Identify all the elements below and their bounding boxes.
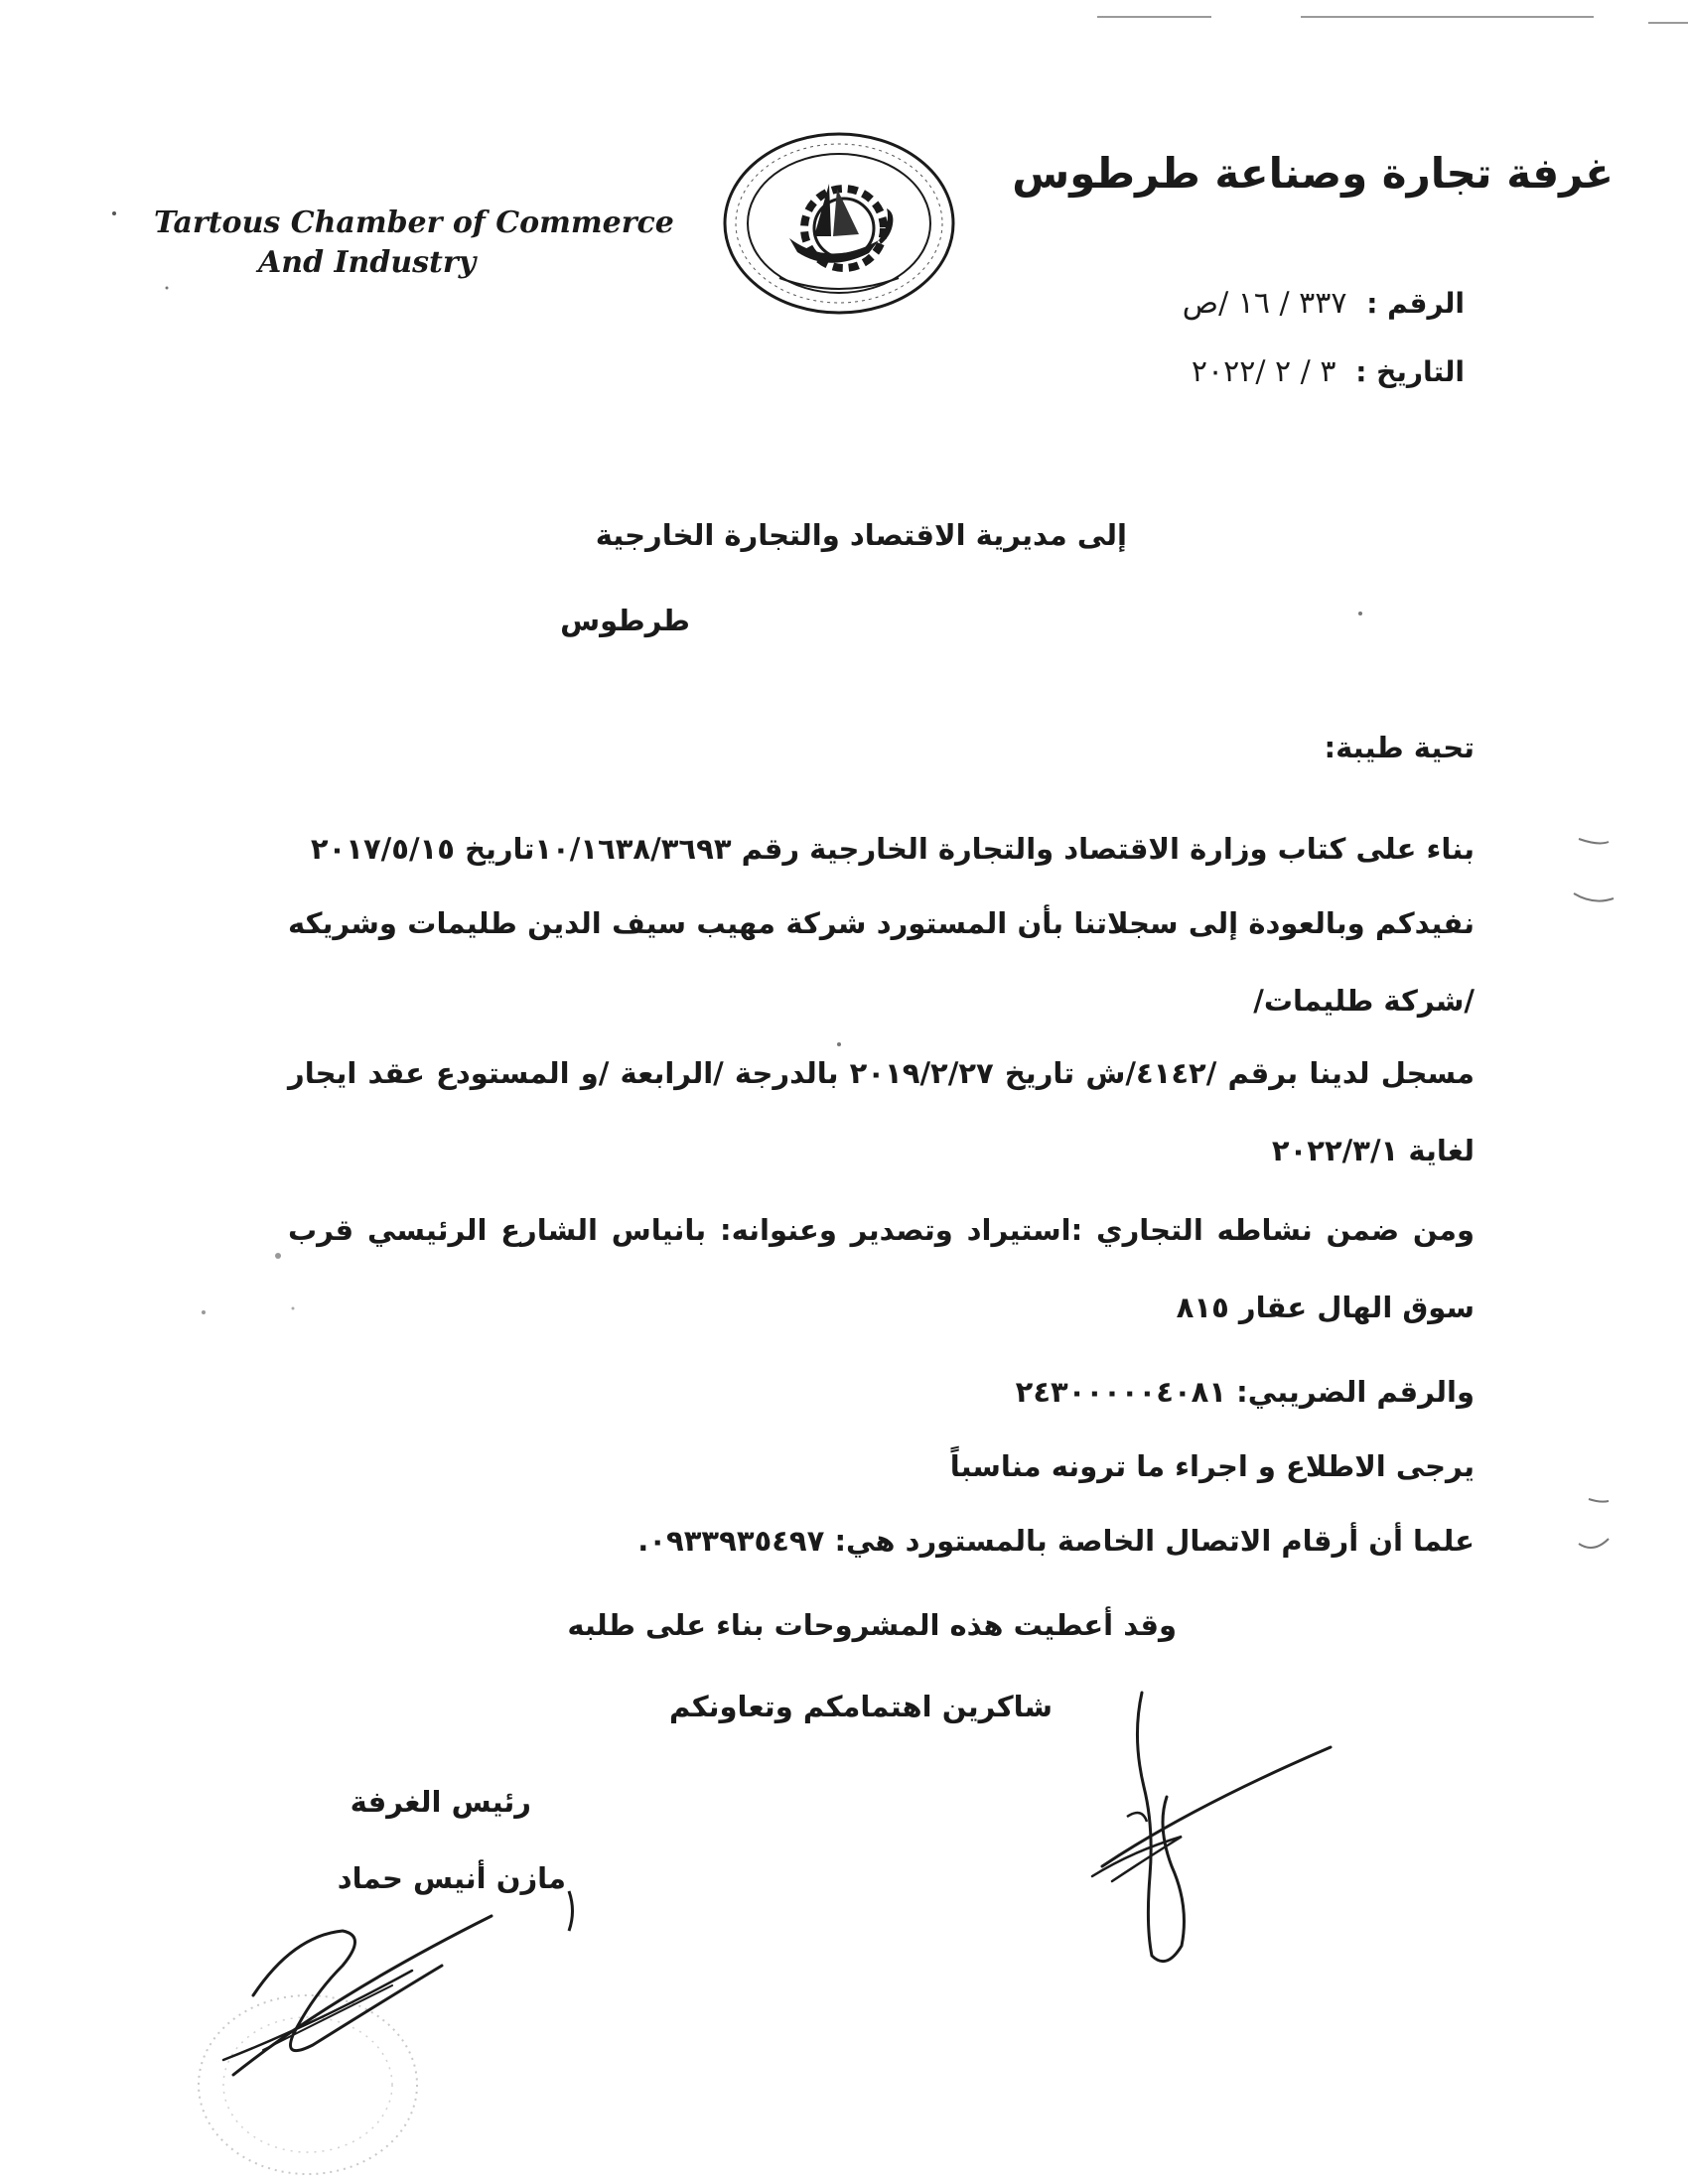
chamber-name-english bbox=[154, 204, 674, 283]
chamber-name-english-line1: Tartous Chamber of Commerce bbox=[154, 205, 674, 240]
paragraph-importer: نفيدكم وبالعودة إلى سجلاتنا بأن المستورد شركة مهيب سيف الدين طليمات وشريكه /شركة طليمات/ bbox=[288, 906, 1475, 1018]
paragraph-reference-letter: بناء على كتاب وزارة الاقتصاد والتجارة الخارجية رقم ١٠/١٦٣٨/٣٦٩٣تاريخ ٢٠١٧/٥/١٥ bbox=[310, 832, 1475, 866]
scan-edge-mark bbox=[1097, 16, 1211, 18]
salutation: تحية طيبة: bbox=[1324, 731, 1475, 764]
reference-date-label: التاريخ : bbox=[1355, 355, 1465, 388]
scan-edge-mark bbox=[1648, 22, 1688, 24]
recipient-city: طرطوس bbox=[560, 604, 690, 637]
reference-number-value: ٣٣٧ / ١٦ /ص bbox=[1182, 286, 1347, 321]
contact-line: علما أن أرقام الاتصال الخاصة بالمستورد هي: ٠٩٣٣٩٣٥٤٩٧. bbox=[637, 1524, 1475, 1558]
signatory-name: مازن أنيس حماد bbox=[337, 1861, 566, 1895]
issued-on-request-line: وقد أعطيت هذه المشروحات بناء على طلبه bbox=[567, 1608, 1177, 1642]
reference-date-value: ٣ / ٢ /٢٠٢٢ bbox=[1191, 354, 1336, 389]
chamber-name-arabic: غرفة تجارة وصناعة طرطوس bbox=[1012, 149, 1614, 198]
chamber-logo bbox=[720, 129, 958, 318]
signature-right bbox=[1072, 1678, 1350, 1976]
request-line: يرجى الاطلاع و اجراء ما ترونه مناسباً bbox=[949, 1449, 1475, 1483]
reference-number-label: الرقم : bbox=[1366, 287, 1465, 320]
chamber-name-english-line2: And Industry bbox=[258, 245, 477, 280]
paragraph-registration: مسجل لدينا برقم /٤١٤٢/ش تاريخ ٢٠١٩/٢/٢٧ بالدرجة /الرابعة /و المستودع عقد ايجار لغاية ٢٠٢٢/٣/١ bbox=[288, 1056, 1475, 1167]
reference-date bbox=[1192, 354, 1465, 389]
tax-number-line: والرقم الضريبي: ٢٤٣٠٠٠٠٠٤٠٨١ bbox=[1015, 1375, 1475, 1409]
scan-edge-mark bbox=[1301, 16, 1594, 18]
recipient-line: إلى مديرية الاقتصاد والتجارة الخارجية bbox=[595, 518, 1127, 552]
signature-left bbox=[194, 1876, 531, 2095]
thanks-line: شاكرين اهتمامكم وتعاونكم bbox=[669, 1690, 1053, 1723]
signatory-title: رئيس الغرفة bbox=[350, 1785, 531, 1819]
paragraph-activity-address: ومن ضمن نشاطه التجاري :استيراد وتصدير وعنوانه: بانياس الشارع الرئيسي قرب سوق الهال عقار ٨١٥ bbox=[288, 1213, 1475, 1324]
reference-number bbox=[1183, 286, 1465, 321]
